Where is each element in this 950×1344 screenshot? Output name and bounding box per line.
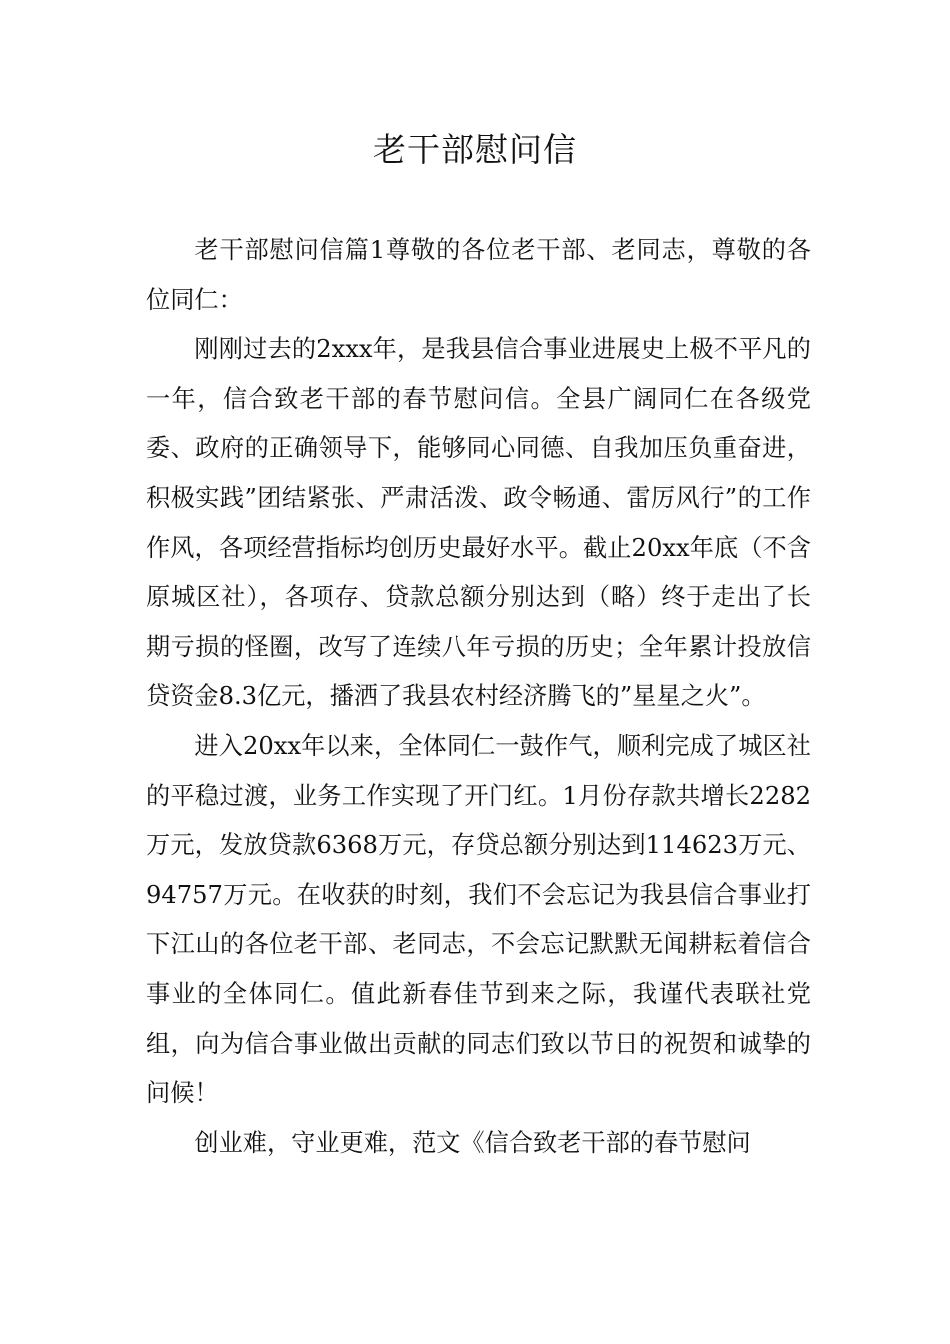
paragraph-closing-partial: 创业难，守业更难，范文《信合致老干部的春节慰问 (194, 1128, 751, 1157)
paragraph-last-year-review: 刚刚过去的2xxx年，是我县信合事业进展史上极不平凡的一年，信合致老干部的春节慰问信。全县广阔同仁在各级党委、政府的正确领导下，能够同心同德、自我加压负重奋进，积极实践”团结紧张、严肃活泼、政令畅通、雷厉风行”的工作作风，各项经营指标均创历史最好水平。截止20xx年底（不含原城区社），各项存、贷款总额分别达到（略）终于走出了长期亏损的怪圈，改写了连续八年亏损的历史；全年累计投放信贷资金8.3亿元，播洒了我县农村经济腾飞的”星星之火”。 (146, 335, 811, 711)
document-body (146, 226, 811, 1168)
paragraph-greeting: 老干部慰问信篇1尊敬的各位老干部、老同志，尊敬的各位同仁： (146, 236, 811, 314)
paragraph-this-year-progress: 进入20xx年以来，全体同仁一鼓作气，顺利完成了城区社的平稳过渡，业务工作实现了开门红。1月份存款共增长2282万元，发放贷款6368万元，存贷总额分别达到114623万元、94757万元。在收获的时刻，我们不会忘记为我县信合事业打下江山的各位老干部、老同志，不会忘记默默无闻耕耘着信合事业的全体同仁。值此新春佳节到来之际，我谨代表联社党组，向为信合事业做出贡献的同志们致以节日的祝贺和诚挚的问候！ (146, 731, 811, 1108)
document-title: 老干部慰问信 (373, 130, 577, 169)
